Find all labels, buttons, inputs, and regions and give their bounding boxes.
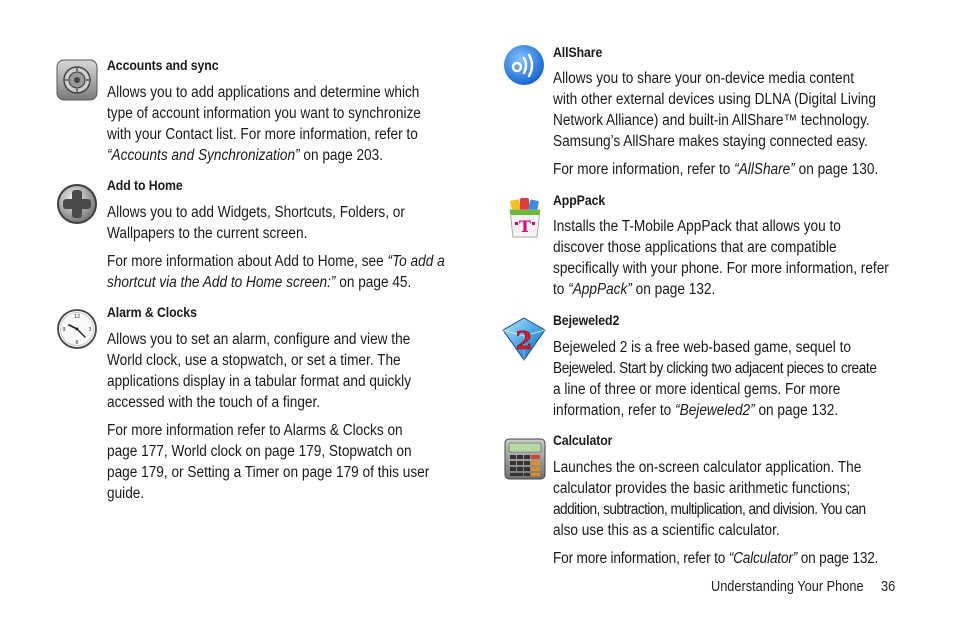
- calculator-icon: [503, 437, 547, 481]
- add-to-home-title: Add to Home: [107, 177, 183, 193]
- allshare-description: Allows you to share your on-device media content with other external devices using DLNA (Digital Living Network Alliance) and built-in AllShare™ technology. Samsung’s AllShare makes staying connected easy.: [553, 70, 876, 150]
- svg-text:9: 9: [62, 327, 66, 333]
- calculator-more-info: For more information, refer to “Calculator” on page 132.: [553, 550, 879, 567]
- page-number: 36: [881, 579, 896, 595]
- bejeweled2-description: Bejeweled 2 is a free web-based game, sequel to Bejeweled. Start by clicking two adjacent pieces to create a line of three or more identical gems. For more information, refer to “Bejeweled2” on page 132.: [553, 339, 877, 419]
- accounts-sync-description: Allows you to add applications and determine which type of account information you want to synchronize with your Contact list. For more information, refer to “Accounts and Synchronization” on page 203.: [107, 84, 421, 164]
- svg-text:T: T: [519, 217, 531, 236]
- accounts-sync-title: Accounts and sync: [107, 57, 219, 73]
- add-shortcut-link[interactable]: “To add a: [387, 253, 445, 270]
- calculator-link[interactable]: “Calculator”: [728, 550, 798, 567]
- apppack-icon: [503, 196, 547, 240]
- apppack-description: Installs the T-Mobile AppPack that allows you to discover those applications that are compatible specifically with your phone. For more information, refer to “AppPack” on page 132.: [553, 218, 889, 298]
- apppack-title: AppPack: [553, 192, 606, 208]
- svg-text:12: 12: [73, 314, 81, 320]
- allshare-more-info: For more information, refer to “AllShare” on page 130.: [553, 161, 879, 178]
- allshare-title: AllShare: [553, 44, 603, 60]
- bejeweled2-icon: [501, 316, 545, 360]
- alarm-clocks-title: Alarm & Clocks: [107, 304, 197, 320]
- allshare-icon: [502, 43, 546, 87]
- svg-text:3: 3: [88, 327, 92, 333]
- add-shortcut-link-cont[interactable]: shortcut via the Add to Home screen:”: [107, 274, 336, 291]
- calculator-title: Calculator: [553, 432, 613, 448]
- add-to-home-icon: [55, 182, 99, 226]
- apppack-link[interactable]: “AppPack”: [568, 281, 632, 298]
- bejeweled2-title: Bejeweled2: [553, 312, 620, 328]
- accounts-sync-link[interactable]: “Accounts and Synchronization”: [107, 147, 300, 164]
- calculator-description: Launches the on-screen calculator application. The calculator provides the basic arithmetic functions; addition, subtraction, multiplication, and division. You can also use this as a scientific calculator.: [553, 459, 866, 539]
- accounts-sync-icon: [55, 58, 99, 102]
- add-to-home-description: Allows you to add Widgets, Shortcuts, Folders, or Wallpapers to the current screen.: [107, 204, 405, 242]
- allshare-link[interactable]: “AllShare”: [734, 161, 795, 178]
- add-to-home-more-info: For more information about Add to Home, see “To add a shortcut via the Add to Home screen:” on page 45.: [107, 253, 445, 291]
- svg-text:6: 6: [75, 340, 79, 346]
- alarm-clocks-more-info: For more information refer to Alarms & Clocks on page 177, World clock on page 179, Stopwatch on page 179, or Setting a Timer on page 179 of this user guide.: [107, 422, 430, 502]
- alarm-clock-icon: [55, 307, 99, 351]
- bejeweled2-link[interactable]: “Bejeweled2”: [675, 402, 755, 419]
- svg-text:2: 2: [515, 326, 533, 355]
- footer-section-title: Understanding Your Phone: [711, 579, 864, 595]
- alarm-clocks-description: Allows you to set an alarm, configure and view the World clock, use a stopwatch, or set a timer. The applications display in a tabular format and quickly accessed with the touch of a finger.: [107, 331, 412, 411]
